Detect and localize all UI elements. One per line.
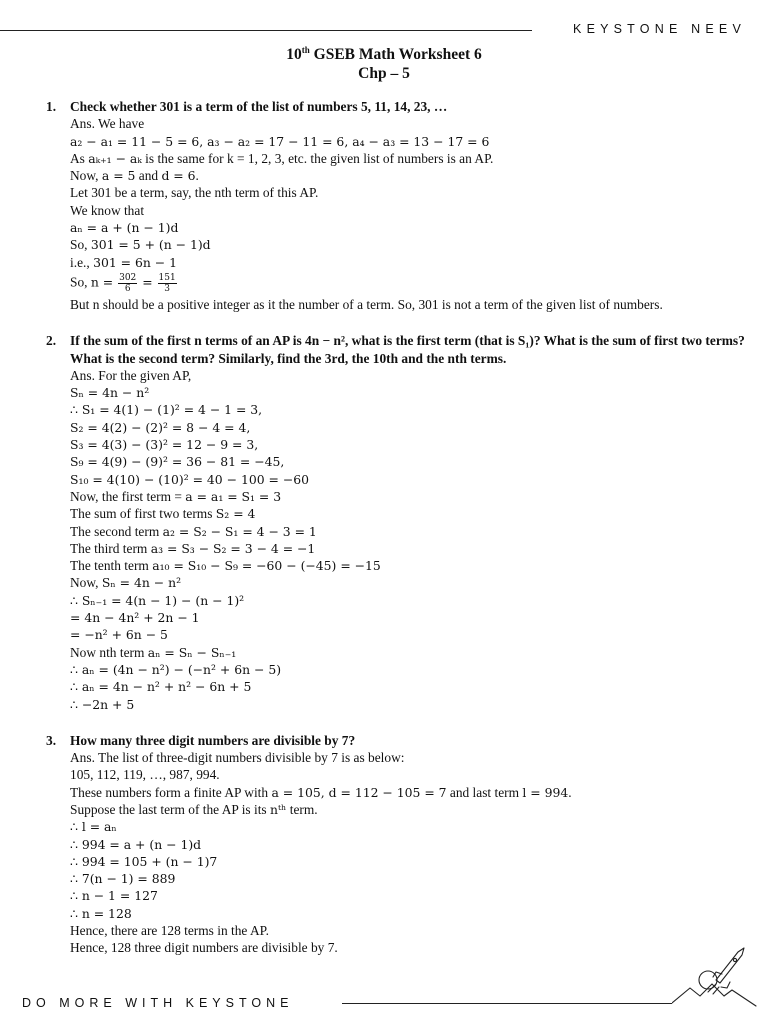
- footer-tagline: DO MORE WITH KEYSTONE: [22, 996, 294, 1010]
- equation-line: ∴ n = 128: [70, 905, 132, 921]
- equation-line: aₙ = a + (n − 1)d: [70, 220, 179, 236]
- answer-line: Now, a = 5 and d = 6.: [70, 168, 199, 184]
- answer-line: Hence, 128 three digit numbers are divisible by 7.: [70, 940, 338, 956]
- fraction: $\frac{302}{6}$: [119, 272, 137, 294]
- worksheet-title: 10th GSEB Math Worksheet 6: [286, 44, 482, 63]
- answer-line: We know that: [70, 202, 145, 218]
- equation-line: ∴ 994 = a + (n − 1)d: [70, 836, 202, 852]
- answer-line: As aₖ₊₁ − aₖ is the same for k = 1, 2, 3, etc. the given list of numbers is an AP.: [70, 150, 494, 166]
- chapter-title: Chp – 5: [358, 65, 410, 82]
- equation-line: ∴ Sₙ₋₁ = 4(n − 1) − (n − 1)²: [70, 592, 245, 608]
- answer-line: Now, the first term = a = a₁ = S₁ = 3: [70, 488, 282, 504]
- worksheet-body: [46, 98, 746, 957]
- answer-line: Now, Sₙ = 4n − n²: [70, 575, 182, 591]
- question-3: [46, 732, 746, 957]
- answer-line: The sum of first two terms S₂ = 4: [70, 506, 256, 522]
- answer-line: So, 301 = 5 + (n − 1)d: [70, 237, 211, 253]
- answer-line: Now nth term aₙ = Sₙ − Sₙ₋₁: [70, 644, 237, 660]
- header-rule: [0, 30, 532, 31]
- answer-line: The third term a₃ = S₃ − S₂ = 3 − 4 = −1: [70, 540, 316, 556]
- answer-line: These numbers form a finite AP with a = 105, d = 112 − 105 = 7 and last term l = 994.: [70, 784, 572, 800]
- question-number: 3.: [46, 732, 57, 748]
- equation-line: ∴ S₁ = 4(1) − (1)² = 4 − 1 = 3,: [70, 402, 263, 418]
- fraction-line: So, n = $\frac{302}{6}$ = $\frac{151}{3}$: [70, 272, 176, 294]
- brand-logo-text: KEYSTONE NEEV: [573, 22, 746, 36]
- answer-line: Suppose the last term of the AP is its nᵗʰ term.: [70, 801, 318, 817]
- equation-line: ∴ aₙ = 4n − n² + n² − 6n + 5: [70, 679, 252, 695]
- answer-conclusion: But n should be a positive integer as it the number of a term. So, 301 is not a term of the given list of numbers.: [70, 296, 663, 312]
- equation-line: = 4n − 4n² + 2n − 1: [70, 610, 200, 626]
- question-text: If the sum of the first n terms of an AP is 4n − n², what is the first term (that is S₁)? What is the sum of first two terms? What is the second term? Similarly, find the 3rd, the 10th and the nth terms.: [70, 333, 745, 366]
- answer-line: The tenth term a₁₀ = S₁₀ − S₉ = −60 − (−45) = −15: [70, 558, 381, 574]
- footer-rule: [342, 1003, 672, 1004]
- equation-line: S₂ = 4(2) − (2)² = 8 − 4 = 4,: [70, 419, 251, 435]
- rocket-mountain-icon: [672, 944, 762, 1010]
- fraction: $\frac{151}{3}$: [158, 272, 176, 294]
- equation-line: = −n² + 6n − 5: [70, 627, 168, 643]
- equation-line: S₃ = 4(3) − (3)² = 12 − 9 = 3,: [70, 437, 259, 453]
- equation-line: ∴ n − 1 = 127: [70, 888, 158, 904]
- equation-line: S₁₀ = 4(10) − (10)² = 40 − 100 = −60: [70, 471, 310, 487]
- equation-line: ∴ aₙ = (4n − n²) − (−n² + 6n − 5): [70, 661, 282, 677]
- question-text: How many three digit numbers are divisible by 7?: [70, 732, 356, 748]
- answer-label: Ans. We have: [70, 116, 145, 132]
- question-number: 1.: [46, 99, 57, 114]
- equation-line: ∴ l = aₙ: [70, 819, 117, 835]
- equation-line: Sₙ = 4n − n²: [70, 385, 150, 401]
- answer-line: i.e., 301 = 6n − 1: [70, 254, 177, 270]
- answer-line: Let 301 be a term, say, the nth term of this AP.: [70, 185, 319, 201]
- answer-label: Ans. The list of three-digit numbers divisible by 7 is as below:: [70, 750, 405, 766]
- answer-line: The second term a₂ = S₂ − S₁ = 4 − 3 = 1: [70, 523, 317, 539]
- equation-line: ∴ 994 = 105 + (n − 1)7: [70, 853, 218, 869]
- equation-line: a₂ − a₁ = 11 − 5 = 6, a₃ − a₂ = 17 − 11 = 6, a₄ − a₃ = 13 − 17 = 6: [70, 133, 490, 149]
- equation-line: ∴ −2n + 5: [70, 696, 135, 712]
- question-text: Check whether 301 is a term of the list of numbers 5, 11, 14, 23, …: [70, 99, 448, 114]
- equation-line: S₉ = 4(9) − (9)² = 36 − 81 = −45,: [70, 454, 285, 470]
- answer-line: Hence, there are 128 terms in the AP.: [70, 923, 269, 939]
- question-2: [46, 332, 746, 713]
- answer-line: 105, 112, 119, …, 987, 994.: [70, 767, 220, 783]
- equation-line: ∴ 7(n − 1) = 889: [70, 871, 176, 887]
- answer-label: Ans. For the given AP,: [70, 367, 192, 383]
- question-1: [46, 98, 746, 313]
- question-number: 2.: [46, 333, 57, 349]
